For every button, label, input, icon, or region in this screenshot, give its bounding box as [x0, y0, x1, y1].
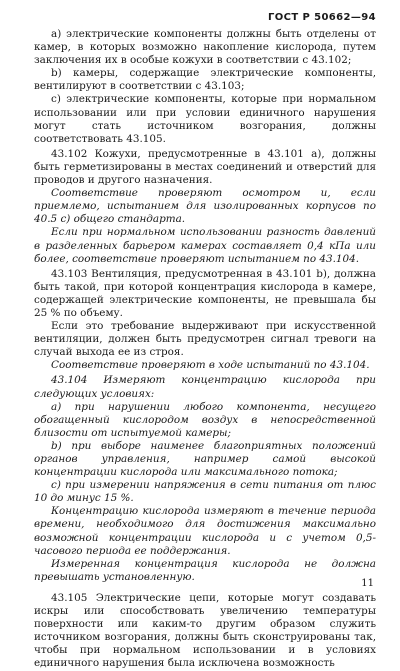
clause-43-102: 43.102 Кожухи, предусмотренные в 43.101 а), должны быть герметизированы в местах соединений и отверстий для проводов и другого назначения. [34, 147, 376, 187]
concentration-limit-paragraph: Измеренная концентрация кислорода не должна превышать установленную. [34, 557, 376, 583]
document-body [34, 28, 376, 671]
ventilation-alarm-paragraph: Если это требование выдерживают при искусственной вентиляции, должен быть предусмотрен сигнал тревоги на случай выхода ее из строя. [34, 320, 376, 359]
condition-a: а) при нарушении любого компонента, несущего обогащенный кислородом воздух в непосредственной близости от испытуемой камеры; [34, 400, 376, 439]
page-number: 11 [361, 578, 374, 589]
clause-43-104: 43.104 Измеряют концентрацию кислорода при следующих условиях: [34, 374, 376, 400]
list-item-b-ventilation: b) камеры, содержащие электрические компоненты, вентилируют в соответствии с 43.103; [34, 67, 376, 93]
clause-43-103: 43.103 Вентиляция, предусмотренная в 43.101 b), должна быть такой, при которой концентрация кислорода в камере, содержащей электрические компоненты, не превышала бы 25 % по объему. [34, 267, 376, 319]
compliance-note-43-102: Соответствие проверяют осмотром и, если приемлемо, испытанием для изолированных корпусов по 40.5 с) общего стандарта. [34, 187, 376, 226]
standard-code-header: ГОСТ Р 50662—94 [267, 12, 376, 23]
list-item-a-compartments: а) электрические компоненты должны быть отделены от камер, в которых возможно накопление кислорода, путем заключения их в особые кожухи в соответствии с 43.102; [34, 28, 376, 67]
condition-b: b) при выборе наименее благоприятных положений органов управления, например самой высокой концентрации кислорода или максимального потока; [34, 439, 376, 479]
list-item-c-ignition: с) электрические компоненты, которые при нормальном использовании или при условии единичного нарушения могут стать источником возгорания, должны соответствовать 43.105. [34, 93, 376, 145]
compliance-note-43-103: Соответствие проверяют в ходе испытаний по 43.104. [51, 359, 370, 372]
condition-c: с) при измерении напряжения в сети питания от плюс 10 до минус 15 %. [34, 479, 376, 505]
measurement-duration-paragraph: Концентрацию кислорода измеряют в течение периода времени, необходимого для достижения максимально возможной концентрации кислорода и с учетом 0,5-часового периода ее поддержания. [34, 505, 376, 557]
clause-43-105: 43.105 Электрические цепи, которые могут создавать искры или способствовать увеличению температуры поверхности или каким-то другим образом служить источником возгорания, должны быть сконструированы так, чтобы при нормальном использовании и в условиях единичного нарушения была исключена возможность [34, 591, 376, 670]
pressure-difference-note: Если при нормальном использовании разность давлений в разделенных барьером камерах составляет 0,4 кПа или более, соответствие проверяют испытанием по 43.104. [34, 226, 376, 265]
